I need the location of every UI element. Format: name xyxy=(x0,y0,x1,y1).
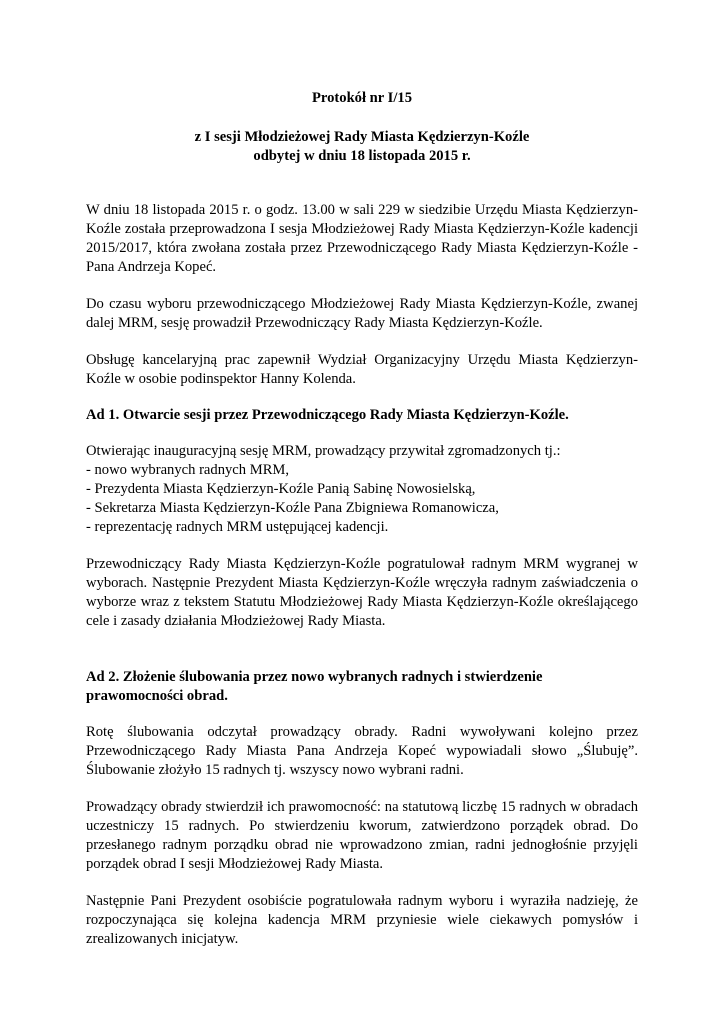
document-subtitle xyxy=(86,128,638,166)
list-item: - reprezentację radnych MRM ustępującej kadencji. xyxy=(86,519,389,535)
paragraph-intro: W dniu 18 listopada 2015 r. o godz. 13.00 w sali 229 w siedzibie Urzędu Miasta Kędzierzyn-Koźle została przeprowadzona I sesja Młodzieżowej Rady Miasta Kędzierzyn-Koźle kadencji 2015/2017, która zwołana została przez Przewodniczącego Rady Miasta Kędzierzyn-Koźle - Pana Andrzeja Kopeć. xyxy=(86,202,638,275)
paragraph-quorum: Prowadzący obrady stwierdził ich prawomocność: na statutową liczbę 15 radnych w obradach uczestniczy 15 radnych. Po stwierdzeniu kworum, zatwierdzono porządek obrad. Do przesłanego radnym porządku obrad nie wprowadzono zmian, radni jednogłośnie przyjęli porządek obrad I sesji Młodzieżowej Rady Miasta. xyxy=(86,799,638,872)
section-heading-1: Ad 1. Otwarcie sesji przez Przewodniczącego Rady Miasta Kędzierzyn-Koźle. xyxy=(86,407,569,423)
section-heading-2: Ad 2. Złożenie ślubowania przez nowo wybranych radnych i stwierdzenie prawomocności obrad. xyxy=(86,669,543,704)
list-item: - Sekretarza Miasta Kędzierzyn-Koźle Pana Zbigniewa Romanowicza, xyxy=(86,500,499,516)
subtitle-line-1: z I sesji Młodzieżowej Rady Miasta Kędzierzyn-Koźle xyxy=(194,129,530,145)
paragraph-office: Obsługę kancelaryjną prac zapewnił Wydział Organizacyjny Urzędu Miasta Kędzierzyn-Koźle w osobie podinspektor Hanny Kolenda. xyxy=(86,352,638,387)
guest-list xyxy=(86,461,638,537)
paragraph-greeting: Otwierając inauguracyjną sesję MRM, prowadzący przywitał zgromadzonych tj.: xyxy=(86,443,561,459)
paragraph-chair: Do czasu wyboru przewodniczącego Młodzieżowej Rady Miasta Kędzierzyn-Koźle, zwanej dalej MRM, sesję prowadził Przewodniczący Rady Miasta Kędzierzyn-Koźle. xyxy=(86,296,638,331)
list-item: - Prezydenta Miasta Kędzierzyn-Koźle Panią Sabinę Nowosielską, xyxy=(86,481,476,497)
paragraph-oath: Rotę ślubowania odczytał prowadzący obrady. Radni wywoływani kolejno przez Przewodniczącego Rady Miasta Pana Andrzeja Kopeć wypowiadali słowo „Ślubuję”. Ślubowanie złożyło 15 radnych tj. wszyscy nowo wybrani radni. xyxy=(86,724,638,778)
paragraph-congratulations: Przewodniczący Rady Miasta Kędzierzyn-Koźle pogratulował radnym MRM wygranej w wyborach. Następnie Prezydent Miasta Kędzierzyn-Koźle wręczyła radnym zaświadczenia o wyborze wraz z tekstem Statutu Młodzieżowej Rady Miasta Kędzierzyn-Koźle określającego cele i zasady działania Młodzieżowej Rady Miasta. xyxy=(86,556,638,629)
subtitle-line-2: odbytej w dniu 18 listopada 2015 r. xyxy=(253,148,471,164)
paragraph-closing: Następnie Pani Prezydent osobiście pogratulowała radnym wyboru i wyraziła nadzieję, że rozpoczynająca się kolejna kadencja MRM przyniesie wiele ciekawych pomysłów i zrealizowanych inicjatyw. xyxy=(86,893,638,947)
document-title: Protokół nr I/15 xyxy=(311,90,412,106)
list-item: - nowo wybranych radnych MRM, xyxy=(86,462,290,478)
